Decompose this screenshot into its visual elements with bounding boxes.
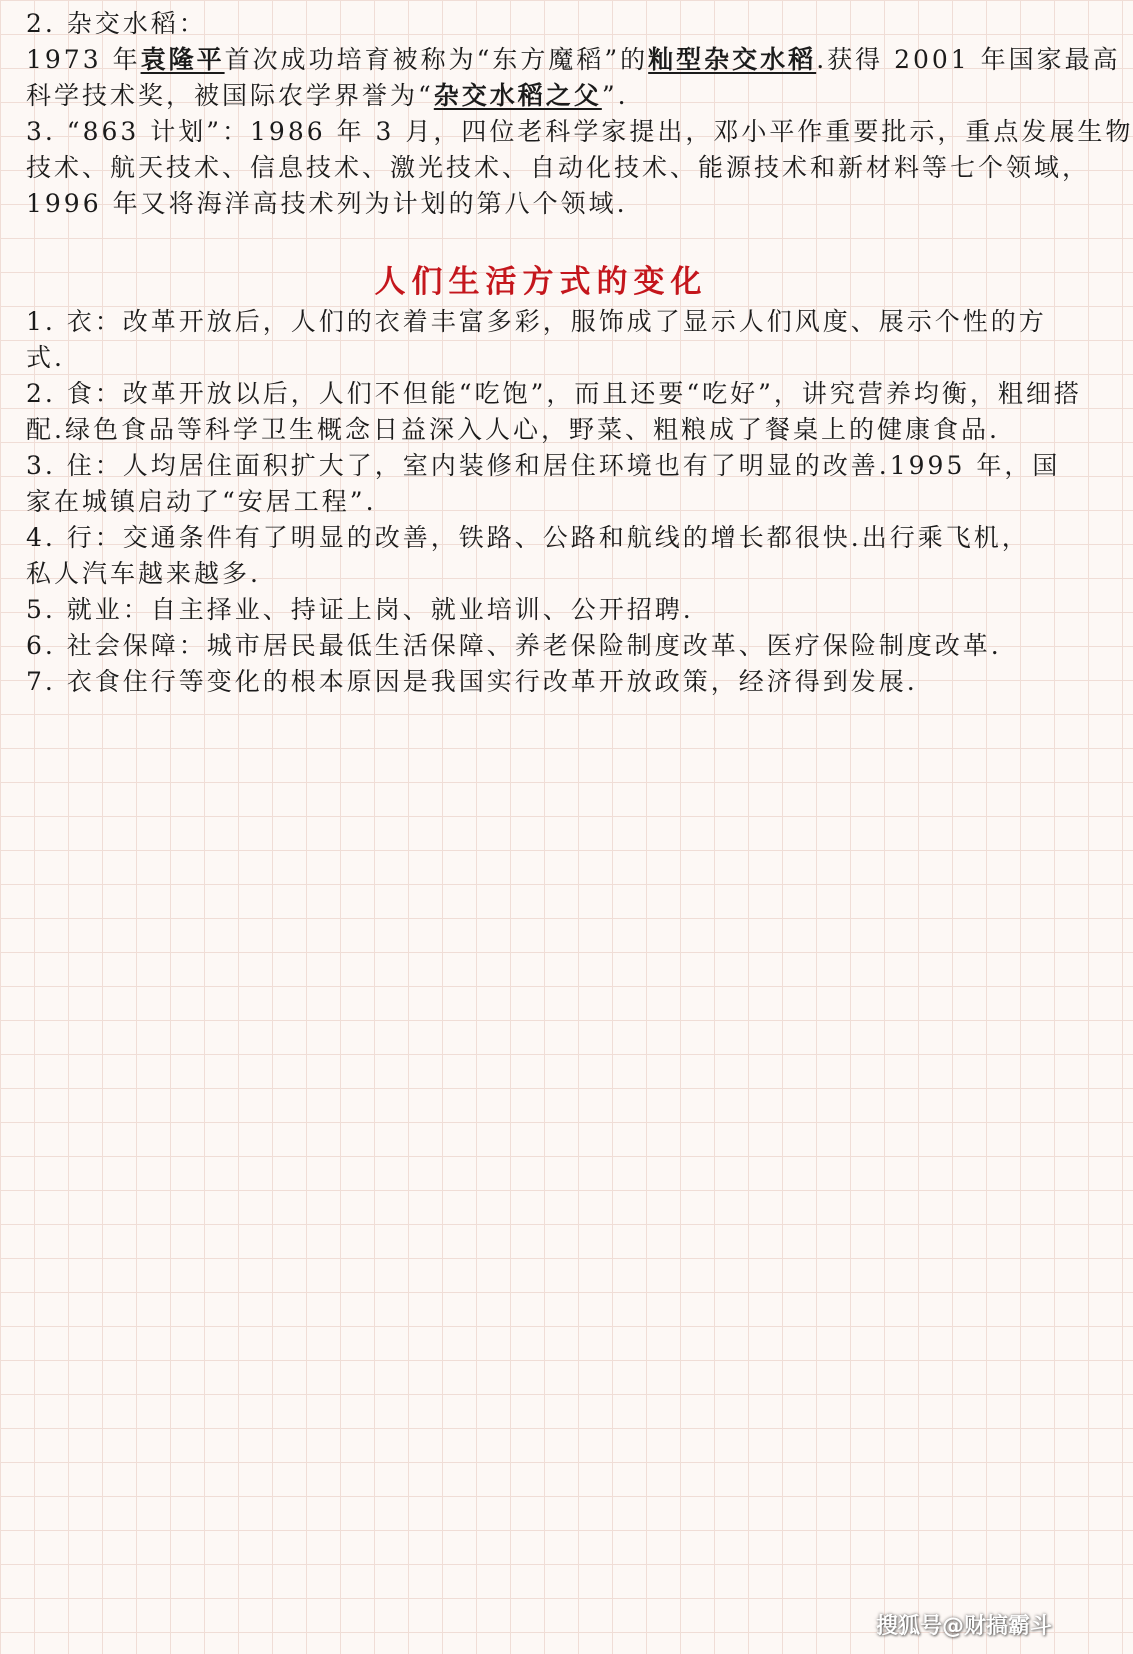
lifestyle-line: 7. 衣食住行等变化的根本原因是我国实行改革开放政策，经济得到发展. (26, 667, 918, 696)
lifestyle-line: 私人汽车越来越多. (26, 559, 261, 588)
item2-line2-suffix: ”. (601, 81, 629, 110)
item2-line1-prefix: 1973 年 (26, 45, 141, 74)
item2-line1-mid: 首次成功培育被称为“东方魔稻”的 (224, 45, 649, 74)
notes-page (26, 6, 1133, 700)
item2-line1-suffix: .获得 2001 年国家最高 (816, 45, 1121, 74)
honorific-title-highlight: 杂交水稻之父 (433, 81, 602, 110)
person-name-highlight: 袁隆平 (140, 45, 225, 74)
item3-line3: 1996 年又将海洋高技术列为计划的第八个领域. (26, 189, 628, 218)
lifestyle-line: 家在城镇启动了“安居工程”. (26, 487, 377, 516)
item3-line1: 3. “863 计划”：1986 年 3 月，四位老科学家提出，邓小平作重要批示，重点发展生物 (26, 117, 1133, 146)
lifestyle-line: 式. (26, 343, 65, 372)
lifestyle-line: 6. 社会保障：城市居民最低生活保障、养老保险制度改革、医疗保险制度改革. (26, 631, 1002, 660)
item2-line2-prefix: 科学技术奖，被国际农学界誉为“ (26, 81, 434, 110)
section-title: 人们生活方式的变化 (374, 264, 708, 300)
item2-line1 (26, 42, 1121, 78)
lifestyle-line: 配.绿色食品等科学卫生概念日益深入人心，野菜、粗粮成了餐桌上的健康食品. (26, 415, 1000, 444)
item2-line2 (26, 78, 1056, 114)
item3-line2: 技术、航天技术、信息技术、激光技术、自动化技术、能源技术和新材料等七个领域， (26, 153, 1091, 182)
item2-heading: 2. 杂交水稻： (26, 9, 207, 38)
lifestyle-line: 1. 衣：改革开放后，人们的衣着丰富多彩，服饰成了显示人们风度、展示个性的方 (26, 307, 1047, 336)
lifestyle-line: 3. 住：人均居住面积扩大了，室内装修和居住环境也有了明显的改善.1995 年，国 (26, 451, 1061, 480)
watermark: 搜狐号@财搞霸斗 (875, 1614, 1052, 1639)
lifestyle-line: 2. 食：改革开放以后，人们不但能“吃饱”，而且还要“吃好”，讲究营养均衡，粗细搭 (26, 379, 1082, 408)
rice-type-highlight: 籼型杂交水稻 (648, 45, 817, 74)
lifestyle-line: 5. 就业：自主择业、持证上岗、就业培训、公开招聘. (26, 595, 694, 624)
lifestyle-line: 4. 行：交通条件有了明显的改善，铁路、公路和航线的增长都很快.出行乘飞机， (26, 523, 1030, 552)
